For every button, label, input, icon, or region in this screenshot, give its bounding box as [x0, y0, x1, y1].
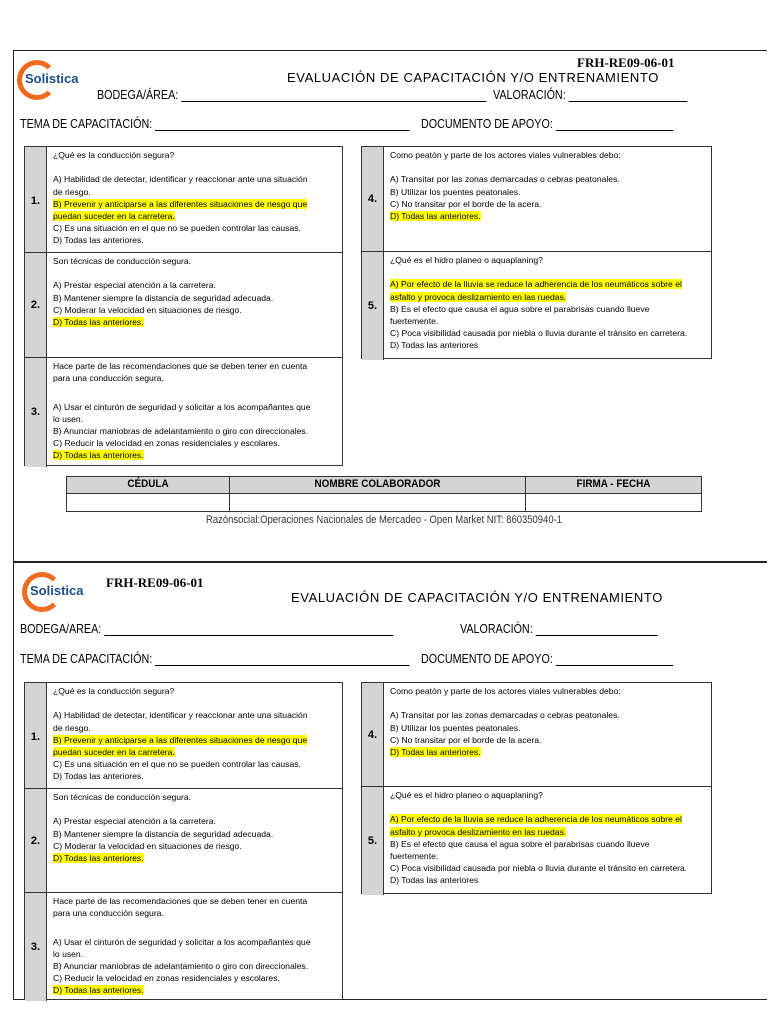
valoracion-field[interactable]: [493, 88, 687, 102]
tema-field-2[interactable]: [20, 652, 410, 666]
nombre-column[interactable]: NOMBRE COLABORADOR: [230, 477, 526, 511]
documento-field[interactable]: [421, 117, 673, 131]
bodega-label-2: BODEGA/AREA:: [20, 622, 102, 636]
tema-label: TEMA DE CAPACITACIÓN:: [20, 117, 153, 131]
form-title-2: EVALUACIÓN DE CAPACITACIÓN Y/O ENTRENAMIENTO: [291, 590, 663, 605]
question-2: 2. Son técnicas de conducción segura. A) Prestar especial atención a la carretera. B) Mantener siempre la distancia de seguridad adecuada. C) Moderar la velocidad en situaciones de riesgo. D) Todas las anteriores.: [25, 252, 342, 357]
documento-label-2: DOCUMENTO DE APOYO:: [421, 652, 553, 666]
questions-right-1: [361, 146, 712, 359]
question-1: 1. ¿Qué es la conducción segura? A) Habilidad de detectar, identificar y reaccionar ante una situación de riesgo. B) Prevenir y anticiparse a las diferentes situaciones de riesgo que puedan suceder en la carretera. C) Es una situación en el que no se pueden controlar las causas. D) Todas las anteriores.: [25, 147, 342, 252]
questions-left-2: [24, 682, 343, 1000]
bodega-field-2[interactable]: [20, 622, 393, 636]
solistica-logo: Solistica: [17, 60, 89, 100]
question-3: 3. Hace parte de las recomendaciones que se deben tener en cuenta para una conducción segura. A) Usar el cinturón de seguridad y solicitar a los acompañantes que lo usen. B) Anunciar maniobras de adelantamiento o giro con direccionales. C) Reducir la velocidad en zonas residenciales y escolares. D) Todas las anteriores.: [25, 357, 342, 467]
valoracion-line[interactable]: [569, 90, 688, 102]
form-title: EVALUACIÓN DE CAPACITACIÓN Y/O ENTRENAMIENTO: [287, 70, 659, 85]
bodega-line-2[interactable]: [104, 624, 393, 636]
question-1: 1. ¿Qué es la conducción segura? A) Habilidad de detectar, identificar y reaccionar ante una situación de riesgo. B) Prevenir y anticiparse a las diferentes situaciones de riesgo que puedan suceder en la carretera. C) Es una situación en el que no se pueden controlar las causas. D) Todas las anteriores.: [25, 683, 342, 788]
bodega-label: BODEGA/ÁREA:: [97, 88, 179, 102]
documento-field-2[interactable]: [421, 652, 673, 666]
valoracion-line-2[interactable]: [536, 624, 658, 636]
valoracion-label: VALORACIÓN:: [493, 88, 566, 102]
tema-line-2[interactable]: [155, 654, 410, 666]
tema-line[interactable]: [155, 119, 410, 131]
bodega-field[interactable]: [97, 88, 487, 102]
form-code-2: FRH-RE09-06-01: [106, 575, 204, 590]
question-5: 5. ¿Qué es el hidro planeo o aquaplaning? A) Por efecto de la lluvia se reduce la adherencia de los neumáticos sobre el asfalto y provoca deslizamiento en las ruedas. B) Es el efecto que causa el agua sobre el parabrisas cuando llueve fuertemente. C) Poca visibilidad causada por niebla o lluvia durante el tránsito en carretera. D) Todas las anteriores: [362, 251, 711, 360]
signature-table: [66, 476, 702, 512]
question-2: 2. Son técnicas de conducción segura. A) Prestar especial atención a la carretera. B) Mantener siempre la distancia de seguridad adecuada. C) Moderar la velocidad en situaciones de riesgo. D) Todas las anteriores.: [25, 788, 342, 892]
question-4: 4. Como peatón y parte de los actores viales vulnerables debo: A) Transitar por las zonas demarcadas o cebras peatonales. B) Utilizar los puentes peatonales. C) No transitar por el borde de la acera. D) Todas las anteriores.: [362, 683, 711, 786]
bodega-line[interactable]: [181, 90, 486, 102]
questions-left-1: [24, 146, 343, 466]
tema-label-2: TEMA DE CAPACITACIÓN:: [20, 652, 153, 666]
documento-label: DOCUMENTO DE APOYO:: [421, 117, 553, 131]
razon-social: Razónsocial:Operaciones Nacionales de Mercadeo - Open Market NIT: 860350940-1: [205, 514, 562, 526]
solistica-logo-2: Solistica: [22, 572, 94, 612]
form-code: FRH-RE09-06-01: [577, 55, 675, 70]
firma-column[interactable]: FIRMA - FECHA: [576, 478, 651, 490]
documento-line[interactable]: [556, 119, 673, 131]
valoracion-field-2[interactable]: [460, 622, 658, 636]
cedula-column[interactable]: CÉDULA: [67, 477, 230, 511]
tema-field[interactable]: [20, 117, 410, 131]
valoracion-label-2: VALORACIÓN:: [460, 622, 533, 636]
question-5: 5. ¿Qué es el hidro planeo o aquaplaning? A) Por efecto de la lluvia se reduce la adherencia de los neumáticos sobre el asfalto y provoca deslizamiento en las ruedas. B) Es el efecto que causa el agua sobre el parabrisas cuando llueve fuertemente. C) Poca visibilidad causada por niebla o lluvia durante el tránsito en carretera. D) Todas las anteriores: [362, 786, 711, 895]
question-4: 4. Como peatón y parte de los actores viales vulnerables debo: A) Transitar por las zonas demarcadas o cebras peatonales. B) Utilizar los puentes peatonales. C) No transitar por el borde de la acera. D) Todas las anteriores.: [362, 147, 711, 251]
questions-right-2: [361, 682, 712, 894]
documento-line-2[interactable]: [556, 654, 673, 666]
question-3: 3. Hace parte de las recomendaciones que se deben tener en cuenta para una conducción segura. A) Usar el cinturón de seguridad y solicitar a los acompañantes que lo usen. B) Anunciar maniobras de adelantamiento o giro con direccionales. C) Reducir la velocidad en zonas residenciales y escolares. D) Todas las anteriores.: [25, 892, 342, 1001]
